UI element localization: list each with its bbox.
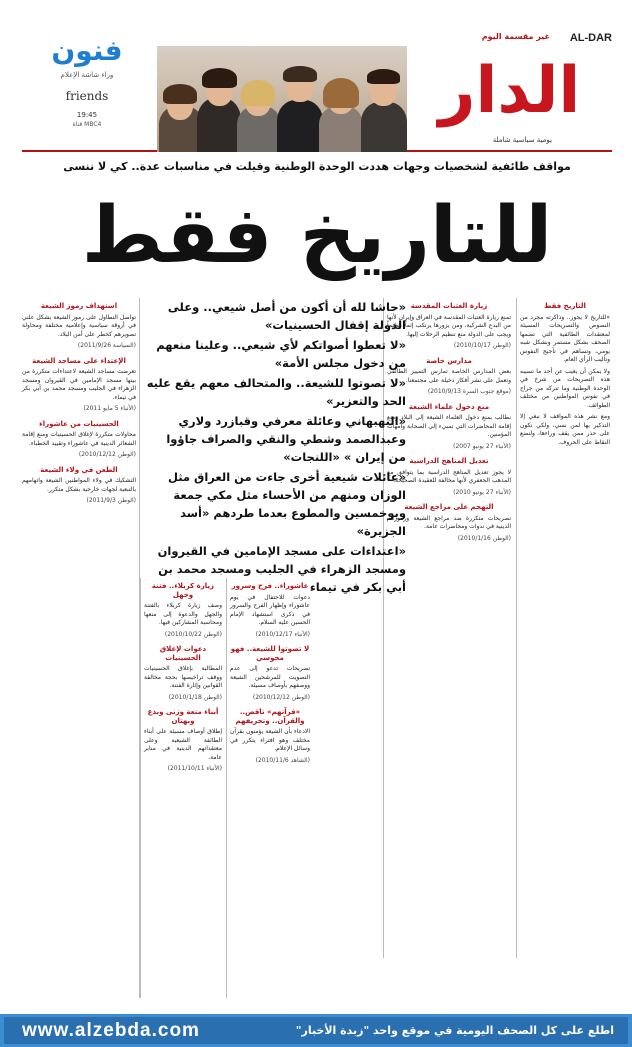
paper-logo-area [402,24,612,152]
section-title: لا تصوتوا للشيعة.. فهو مجوسي [230,645,310,662]
footer-inner [4,1017,628,1044]
paper-logo [407,48,612,134]
footer-text: اطلع على كل الصحف اليومية في موقع واحد "زبدة الأخبار" [295,1024,614,1037]
section-title: دعوات لإغلاق الحسينيات [159,645,207,662]
section-source: (الأنباء 2011/10/11) [167,765,222,772]
cast-photo [157,46,407,152]
bullet-headline: « لا تصوتوا للشيعة.. والمتحالف معهم يقع عليه الحد والتعزير» [146,374,406,410]
footer-url-link[interactable]: www.alzebda.com [22,1020,200,1041]
section-text: تمنع زيارة العتبات المقدسة في العراق وإيران لأنها من البدع الشركية، ومن يزورها يرتكب إثماً عظيماً ويجب على الدولة منع تنظيم الرحلات إليها. [386,313,511,338]
section-source: (الوطن 2010/1/16) [457,534,511,542]
fonoon-promo[interactable] [22,24,152,152]
section-source: (الأنباء 5 مايو 2011) [83,405,136,412]
masthead [22,24,612,152]
section-title: زيارة العتبات المقدسة [410,302,488,310]
section-title: تعديل المناهج الدراسية [409,457,489,465]
intro-title: التاريخ فقط [544,302,586,310]
section-source: (الوطن 2010/12/12) [78,451,136,458]
section-title: الإعتداء على مساجد الشيعة [32,356,126,365]
section-title: الطعن في ولاء الشيعة [40,465,118,474]
show-title: friends [65,89,109,103]
section-text: تواصل التطاول على رموز الشيعة بشكل علني في أروقة سياسية وإعلامية مختلفة ومحاولة تصويرهم كخطر على أمن البلاد. [22,313,136,338]
bullet-headline: « عائلات شيعية أخرى جاءت من العراق مثل الوزان ومنهم من الأحساء مثل مكي جمعة وبوخمسين والمطوع بعدما طردهم «أسد الجزيرة» [146,468,406,540]
red-tag: غير مقسمة اليوم [481,32,550,41]
kicker-headline: مواقف طائفية لشخصيات وجهات هددت الوحدة الوطنية وقيلت في مناسبات عدة.. كي لا ننسى [63,160,571,173]
section-title: مدارس خاصة [426,356,472,365]
section-title: منع دخول علماء الشيعة [408,402,490,411]
section-source: (السياسة 2011/9/26) [77,342,136,349]
section-text: بعض المدارس الخاصة تمارس التمييز الطائفي وتعمل على نشر أفكار دخيلة على مجتمعنا. [387,368,511,384]
section-text: وصف زيارة كربلاء بالفتنة والجهل والدعوة إلى منعها ومحاسبة المشاركين فيها. [144,602,222,626]
section-title: عاشوراء.. فرح وسرور [231,582,309,590]
paper-logo-text: الدار [438,54,581,128]
section-source: (الوطن 2011/9/3) [86,497,136,504]
intro-paragraph: ولا يمكن أن يغيب عن أحد ما تسببه هذه التصريحات من شرخ في الوحدة الوطنية وما تتركه من جراح في نفوس المواطنين من مختلف الطوائف. [520,367,610,409]
paper-name-en: AL-DAR [569,32,612,44]
section-source: (الأنباء 2010/12/17) [255,630,310,638]
section-text: التشكيك في ولاء المواطنين الشيعة واتهامهم بالتبعية لجهات خارجية بشكل متكرر. [22,477,136,493]
section-text: تعرضت مساجد الشيعة لاعتداءات متكررة من بينها مسجد الإمامين في القيروان ومسجد الزهراء في الجليب ومسجد محمد بن أبي بكر في تيماء. [22,368,136,401]
section-title: الحسينيات من عاشوراء [39,419,119,428]
section-source: (الوطن 2010/12/12) [252,693,310,701]
section-text: إطلاق أوصاف مسيئة على أبناء الطائفة الشيعية وعلى معتقداتهم الدينية في منابر عامة. [144,728,222,761]
section-text: محاولات متكررة لإغلاق الحسينيات ومنع إقامة الشعائر الدينية في عاشوراء وتقييد الخطباء. [22,431,136,447]
section-text: لا يجوز تعديل المناهج الدراسية بما يتوافق مع المذهب الجعفري لأنها مخالفة للعقيدة الصحيحة. [387,468,511,484]
intro-column [516,298,610,958]
section-source: (الأنباء 27 يونيو 2007) [453,442,511,450]
show-time: 19:45 [76,111,98,119]
main-headline: للتاريخ فقط [81,191,553,281]
bullet-headline: « لا تعطوا أصواتكم لأي شيعي.. وعلينا منعهم من دخول مجلس الأمة» [146,336,406,372]
paper-subtitle: يومية سياسية شاملة [492,136,552,144]
section-text: نطالب بمنع دخول العلماء الشيعة إلى البلاد ومنع إقامة المحاضرات التي تسيء إلى الصحابة وأمهات المؤمنين. [387,414,511,438]
section-title: زيارة كربلاء.. فتنة وجهل [151,582,215,599]
show-channel: قناة MBC4 [72,121,102,128]
section-source: (موقع جنوب السرة 2010/9/13) [427,388,511,395]
section-text: تصريحات تدعو إلى عدم التصويت للمرشحين الشيعة ووصفهم بأوصاف مسيئة. [230,665,310,689]
section-text: دعوات للاحتفال في يوم عاشوراء وإظهار الفرح والسرور في ذكرى استشهاد الإمام الحسين عليه السلام. [230,593,310,626]
section-text: المطالبة بإغلاق الحسينيات ووقف تراخيصها بحجة مخالفة القوانين وإثارة الفتنة. [144,665,222,689]
section-text: الادعاء بأن الشيعة يؤمنون بقرآن مختلف وهو افتراء يتكرر في وسائل الإعلام. [230,728,310,752]
intro-paragraph: «للتاريخ لا يجوز.. وذاكرته مجرد من النصوص والتصريحات المسيئة لمعتقدات الطائفية التي تضمها الصحف بشكل مستمر وبشكل شبه يومي، وتساهم في تأجيج النفوس وتأليب الرأي العام. [520,313,610,363]
section-source: (الوطن 2010/10/22) [164,630,222,638]
intro-paragraph: ومع نشر هذه المواقف لا نبغي إلا التذكير بها لمن نسي، ولكي نكون على حذر ممن يقف وراءها، ولنضع النقاط على الحروف. [520,413,610,446]
quotes-column-left [22,298,140,998]
section-title: التهجم على مراجع الشيعة [404,503,494,511]
section-title: استهداف رموز الشيعة [40,302,118,310]
section-source: (الأنباء 27 يونيو 2010) [453,488,511,496]
fonoon-logo: فنون [51,34,123,67]
section-source: (الوطن 2010/1/18) [168,693,222,701]
bullet-headline: « حاشا لله أن أكون من أصل شيعي.. وعلى الدولة إقفال الحسينيات» [146,298,406,334]
bullet-headline: « اعتداءات على مسجد الإمامين في القيروان ومسجد الزهراء في الجليب ومسجد محمد بن أبي بكر في تيماء [146,542,406,596]
section-title: أبناء متعة وزنى وبدع وبهتان [147,708,219,725]
section-source: (الشاهد 2010/11/6) [255,756,310,764]
section-title: «قرآنهم» ناقص.. والقرآن.. وتحريفهم [235,708,305,725]
footer-banner[interactable] [0,1014,632,1047]
bullet-headline: « البهبهاني وعائلة معرفي وقبازرد ولاري وعبدالصمد وشطي والنقي والصراف جاؤوا من إيران » «اللنجات» [146,412,406,466]
lower-column-a [226,578,310,998]
lower-column-b [140,578,222,998]
section-text: تصريحات متكررة ضد مراجع الشيعة ورموزهم الدينية في ندوات ومحاضرات عامة. [387,514,511,530]
section-source: (الوطن 2010/10/17) [453,342,511,349]
fonoon-subtitle: وراء شاشة الإعلام [60,71,114,79]
